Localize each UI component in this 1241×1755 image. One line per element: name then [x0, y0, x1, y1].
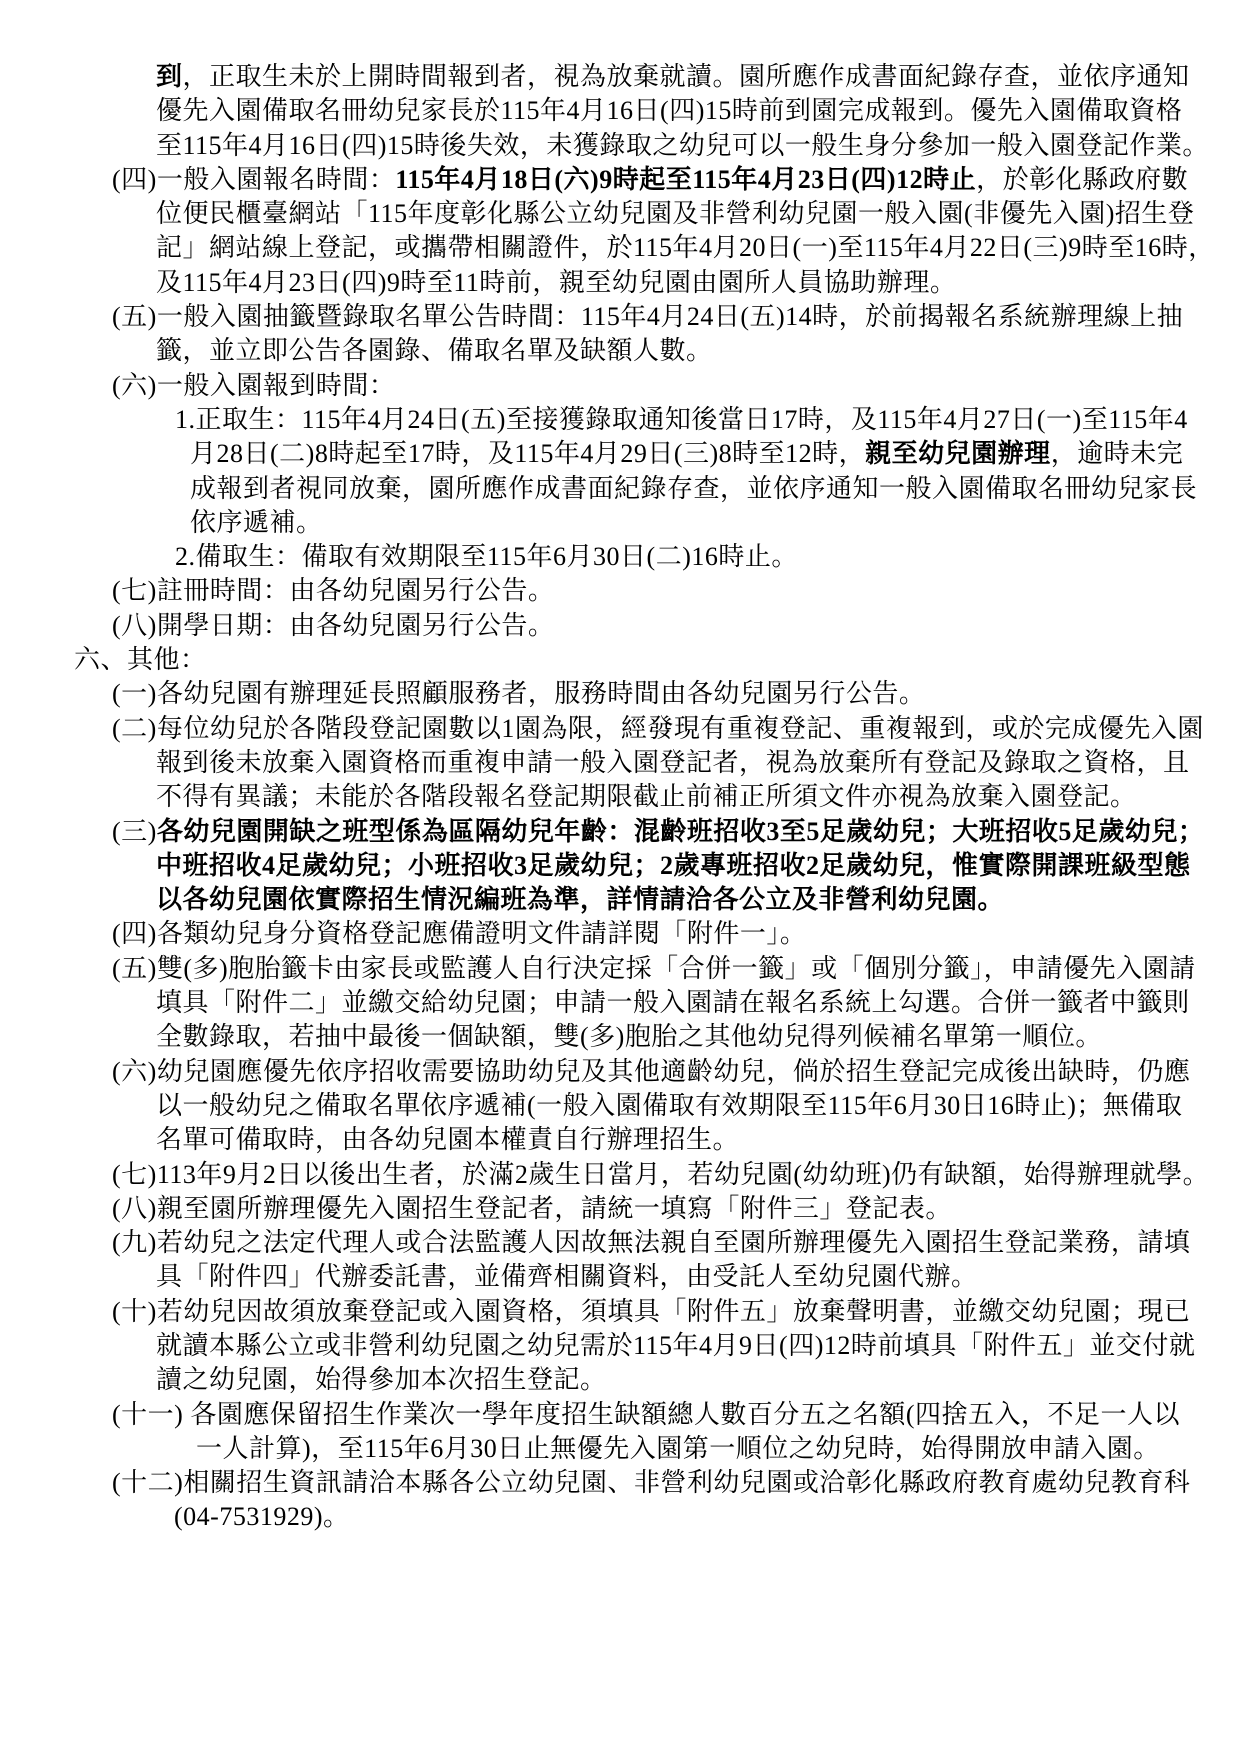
text-segment: 月28日(二)8時起至17時，及115年4月29日(三)8時至12時，	[190, 439, 866, 469]
text-segment: 依序遞補。	[190, 507, 323, 537]
document-line	[0, 1123, 1241, 1157]
document-line	[0, 1260, 1241, 1294]
document-line	[0, 1363, 1241, 1397]
text-segment: (四)各類幼兒身分資格登記應備證明文件請詳閱「附件一」。	[112, 919, 807, 949]
text-segment: 就讀本縣公立或非營利幼兒園之幼兒需於115年4月9日(四)12時前填具「附件五」並交付就	[156, 1330, 1196, 1360]
document-line	[0, 609, 1241, 643]
document-line	[0, 1020, 1241, 1054]
document-line	[0, 163, 1241, 197]
text-segment: 親至幼兒園辦理	[865, 439, 1051, 469]
document-line	[0, 60, 1241, 94]
text-segment: 一人計算)，至115年6月30日止無優先入園第一順位之幼兒時，始得開放申請入園。	[196, 1433, 1160, 1463]
document-line	[0, 437, 1241, 471]
document-line	[0, 1432, 1241, 1466]
document-line	[0, 1398, 1241, 1432]
document-line	[0, 986, 1241, 1020]
text-segment: (六)一般入園報到時間：	[112, 370, 396, 400]
text-segment: 全數錄取，若抽中最後一個缺額，雙(多)胞胎之其他幼兒得列候補名單第一順位。	[156, 1022, 1102, 1052]
text-segment: 1.正取生：115年4月24日(五)至接獲錄取通知後當日17時，及115年4月27日(一)至115年4	[175, 404, 1188, 434]
document-line	[0, 1192, 1241, 1226]
document-line	[0, 952, 1241, 986]
text-segment: 名單可備取時，由各幼兒園本權責自行辦理招生。	[156, 1125, 740, 1155]
text-segment: (十一) 各園應保留招生作業次一學年度招生缺額總人數百分五之名額(四捨五入，不足一人以	[112, 1399, 1180, 1429]
text-segment: 讀之幼兒園，始得參加本次招生登記。	[156, 1365, 607, 1395]
document-line	[0, 1466, 1241, 1500]
text-segment: (一)各幼兒園有辦理延長照顧服務者，服務時間由各幼兒園另行公告。	[112, 679, 926, 709]
document-line	[0, 746, 1241, 780]
text-segment: 至115年4月16日(四)15時後失效，未獲錄取之幼兒可以一般生身分參加一般入園登記作業。	[156, 130, 1209, 160]
text-segment: (五)一般入園抽籤暨錄取名單公告時間：115年4月24日(五)14時，於前揭報名系統辦理線上抽	[112, 302, 1184, 332]
text-segment: (四)一般入園報名時間：	[112, 164, 396, 194]
text-segment: (七)113年9月2日以後出生者，於滿2歲生日當月，若幼兒園(幼幼班)仍有缺額，始得辦理就學。	[112, 1159, 1210, 1189]
text-segment: 中班招收4足歲幼兒；小班招收3足歲幼兒；2歲專班招收2足歲幼兒，惟實際開課班級型態	[156, 850, 1191, 880]
document-line	[0, 506, 1241, 540]
text-segment: (十)若幼兒因故須放棄登記或入園資格，須填具「附件五」放棄聲明書，並繳交幼兒園；現已	[112, 1296, 1191, 1326]
text-segment: 115年4月18日(六)9時起至115年4月23日(四)12時止	[395, 164, 977, 194]
document-line	[0, 300, 1241, 334]
document-line	[0, 94, 1241, 128]
document-line	[0, 197, 1241, 231]
text-segment: ，逾時未完	[1050, 439, 1184, 469]
text-segment: (六)幼兒園應優先依序招收需要協助幼兒及其他適齡幼兒，倘於招生登記完成後出缺時，仍應	[112, 1056, 1191, 1086]
document-line	[0, 403, 1241, 437]
text-segment: 2.備取生：備取有效期限至115年6月30日(二)16時止。	[175, 542, 798, 572]
text-segment: (八)親至園所辦理優先入園招生登記者，請統一填寫「附件三」登記表。	[112, 1193, 952, 1223]
document-line	[0, 917, 1241, 951]
document-line	[0, 1055, 1241, 1089]
text-segment: 記」網站線上登記，或攜帶相關證件，於115年4月20日(一)至115年4月22日(三)9時至16時，	[156, 233, 1215, 263]
document-line	[0, 780, 1241, 814]
text-segment: 籤，並立即公告各園錄、備取名單及缺額人數。	[156, 336, 713, 366]
document-line	[0, 643, 1241, 677]
text-segment: 以各幼兒園依實際招生情況編班為準，詳情請洽各公立及非營利幼兒園。	[156, 885, 1005, 915]
document-line	[0, 1158, 1241, 1192]
text-segment: ，於彰化縣政府數	[976, 164, 1189, 194]
text-segment: 及115年4月23日(四)9時至11時前，親至幼兒園由園所人員協助辦理。	[156, 267, 957, 297]
document-line	[0, 849, 1241, 883]
text-segment: (04-7531929)。	[174, 1502, 350, 1532]
text-segment: 優先入園備取名冊幼兒家長於115年4月16日(四)15時前到園完成報到。優先入園備取資格	[156, 96, 1183, 126]
text-segment: 六、其他：	[74, 645, 207, 675]
document-line	[0, 540, 1241, 574]
document-line	[0, 129, 1241, 163]
document-line	[0, 1500, 1241, 1534]
document-line	[0, 369, 1241, 403]
text-segment: 到	[156, 62, 183, 91]
document-line	[0, 1089, 1241, 1123]
text-segment: 具「附件四」代辦委託書，並備齊相關資料，由受託人至幼兒園代辦。	[156, 1262, 978, 1292]
text-segment: (七)註冊時間：由各幼兒園另行公告。	[112, 576, 555, 606]
document-line	[0, 334, 1241, 368]
text-segment: ，正取生未於上開時間報到者，視為放棄就讀。園所應作成書面紀錄存查，並依序通知	[182, 62, 1190, 91]
document-body	[0, 60, 1241, 1535]
document-line	[0, 712, 1241, 746]
document-line	[0, 1295, 1241, 1329]
text-segment: (八)開學日期：由各幼兒園另行公告。	[112, 610, 555, 640]
text-segment: 以一般幼兒之備取名單依序遞補(一般入園備取有效期限至115年6月30日16時止)；無備取	[156, 1090, 1183, 1120]
document-line	[0, 1329, 1241, 1363]
text-segment: (九)若幼兒之法定代理人或合法監護人因故無法親自至園所辦理優先入園招生登記業務，請填	[112, 1228, 1191, 1258]
document-line	[0, 574, 1241, 608]
document-line	[0, 1226, 1241, 1260]
text-segment: 報到後未放棄入園資格而重複申請一般入園登記者，視為放棄所有登記及錄取之資格，且	[156, 747, 1190, 777]
document-line	[0, 815, 1241, 849]
document-line	[0, 472, 1241, 506]
text-segment: (三)	[112, 816, 157, 846]
document-line	[0, 883, 1241, 917]
text-segment: 成報到者視同放棄，園所應作成書面紀錄存查，並依序通知一般入園備取名冊幼兒家長	[190, 473, 1198, 503]
text-segment: (五)雙(多)胞胎籤卡由家長或監護人自行決定採「合併一籤」或「個別分籤」，申請優先入園請	[112, 953, 1196, 983]
text-segment: 位便民櫃臺網站「115年度彰化縣公立幼兒園及非營利幼兒園一般入園(非優先入園)招生登	[156, 199, 1195, 229]
text-segment: (二)每位幼兒於各階段登記園數以1園為限，經發現有重複登記、重複報到，或於完成優先入園	[112, 713, 1204, 743]
document-line	[0, 266, 1241, 300]
text-segment: 填具「附件二」並繳交給幼兒園；申請一般入園請在報名系統上勾選。合併一籤者中籤則	[156, 988, 1190, 1018]
text-segment: 各幼兒園開缺之班型係為區隔幼兒年齡：混齡班招收3至5足歲幼兒；大班招收5足歲幼兒；	[156, 816, 1205, 846]
document-line	[0, 231, 1241, 265]
text-segment: 不得有異議；未能於各階段報名登記期限截止前補正所須文件亦視為放棄入園登記。	[156, 782, 1137, 812]
text-segment: (十二)相關招生資訊請洽本縣各公立幼兒園、非營利幼兒園或洽彰化縣政府教育處幼兒教育科	[112, 1468, 1191, 1498]
document-line	[0, 677, 1241, 711]
